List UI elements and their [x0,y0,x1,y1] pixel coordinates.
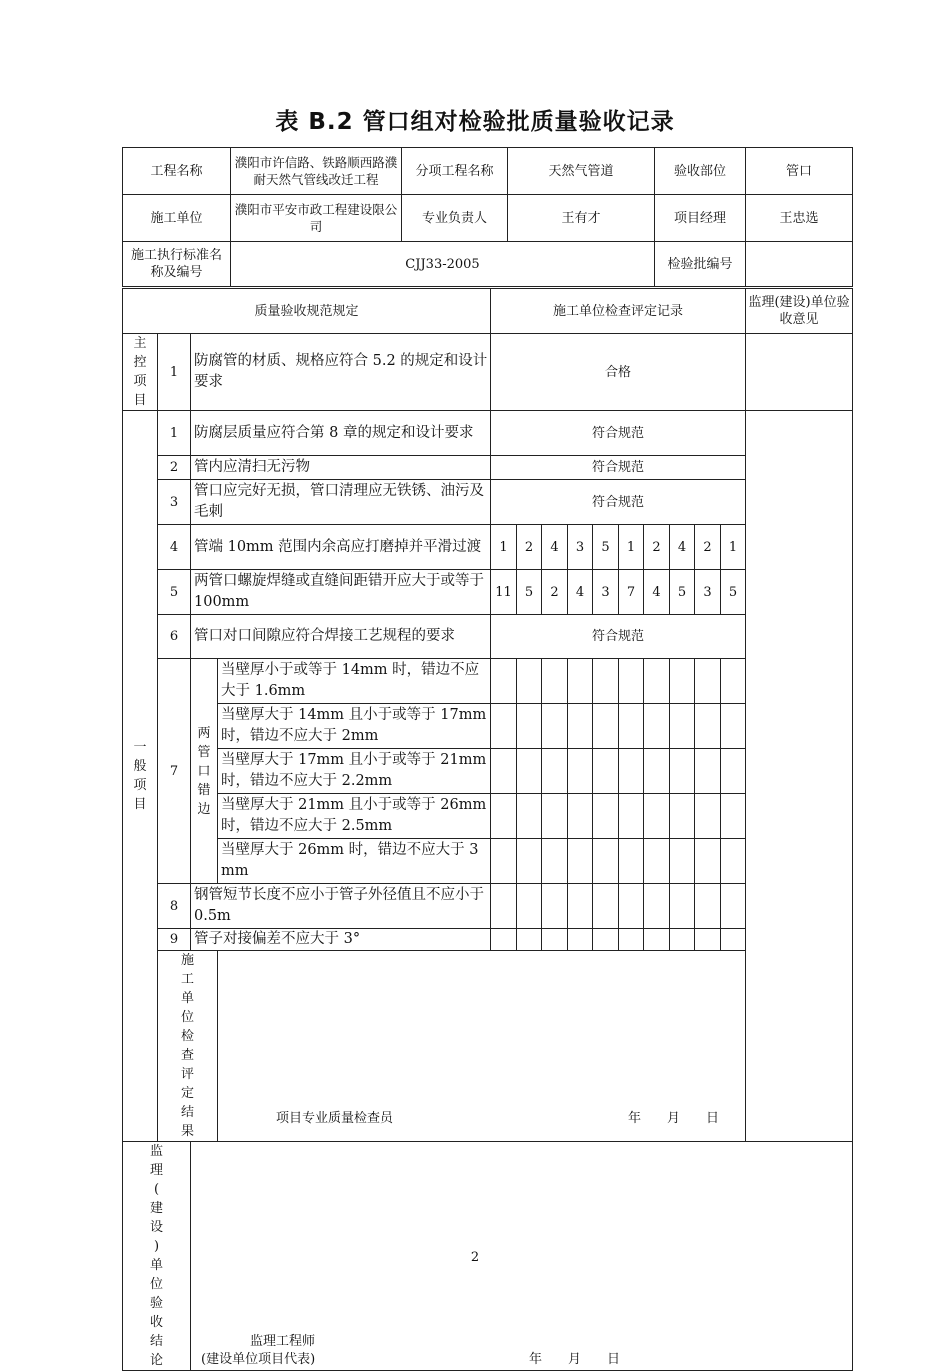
value-cell: 4 [568,570,593,615]
value-cell: 4 [542,525,568,570]
col-header-record: 施工单位检查评定记录 [491,289,746,334]
header-table [122,147,853,287]
standard-label: 施工执行标准名称及编号 [123,242,231,287]
item-text: 防腐管的材质、规格应符合 5.2 的规定和设计要求 [191,334,491,411]
approval-date: 年 月 日 [529,1352,621,1367]
contractor-label: 施工单位 [123,195,231,242]
item-result: 符合规范 [491,615,746,659]
item-text: 管口对口间隙应符合焊接工艺规程的要求 [191,615,491,659]
subproject-label: 分项工程名称 [402,148,508,195]
value-cell: 3 [695,570,721,615]
value-cell: 4 [644,570,670,615]
item-text: 两管口螺旋焊缝或直缝间距错开应大于或等于 100mm [191,570,491,615]
item-no: 5 [158,570,191,615]
sub-item-text: 当壁厚大于 26mm 时，错边不应大于 3mm [218,839,491,884]
item-no: 2 [158,456,191,480]
batch-label: 检验批编号 [655,242,746,287]
general-label: 一 般 项 目 [123,411,158,1142]
contractor-result-label-text: 施 工 单 位 检 查 评 定 结 果 [180,953,194,1139]
value-cell: 5 [593,525,619,570]
item-no: 4 [158,525,191,570]
item-text: 管口应完好无损，管口清理应无铁锈、油污及毛刺 [191,480,491,525]
value-cell: 3 [568,525,593,570]
value-cell: 2 [644,525,670,570]
project-name-label: 工程名称 [123,148,231,195]
item-no: 1 [158,334,191,411]
value-cell: 1 [491,525,517,570]
item-result: 合格 [491,334,746,411]
value-cell: 4 [670,525,695,570]
value-cell: 3 [593,570,619,615]
contractor-result-cell [218,951,853,1142]
contractor-value: 濮阳市平安市政工程建设限公司 [231,195,402,242]
part-value: 管口 [746,148,853,195]
value-cell: 2 [695,525,721,570]
item-text: 钢管短节长度不应小于管子外径值且不应小于 0.5m [191,884,491,929]
item-result: 符合规范 [491,456,746,480]
supervisor-result-label-text: 监 理 ( 建 设 ) 单 位 验 收 结 论 [149,1144,163,1368]
item-text: 管子对接偏差不应大于 3° [191,929,491,951]
item-text: 管内应清扫无污物 [191,456,491,480]
supervisor-cell-main [746,334,853,411]
part-label: 验收部位 [655,148,746,195]
value-cell: 1 [721,525,746,570]
value-cell: 11 [491,570,517,615]
inspector-label: 项目专业质量检查员 [276,1111,394,1126]
value-cell: 2 [517,525,542,570]
subproject-value: 天然气管道 [508,148,655,195]
value-cell: 5 [670,570,695,615]
value-cell: 1 [619,525,644,570]
sub-item-text: 当壁厚大于 21mm 且小于或等于 26mm 时，错边不应大于 2.5mm [218,794,491,839]
main-control-label: 主 控 项 目 [123,334,158,411]
value-cell: 5 [721,570,746,615]
lead-label: 专业负责人 [402,195,508,242]
item-no: 7 [158,659,191,884]
sub-item-text: 当壁厚大于 14mm 且小于或等于 17mm 时，错边不应大于 2mm [218,704,491,749]
page-number: 2 [470,1250,480,1265]
pm-value: 王忠选 [746,195,853,242]
item-no: 8 [158,884,191,929]
item-text: 管端 10mm 范围内余高应打磨掉并平滑过渡 [191,525,491,570]
inspection-table [122,288,853,1371]
item-result: 符合规范 [491,480,746,525]
item-no: 1 [158,411,191,456]
misalignment-label: 两 管 口 错 边 [191,659,218,884]
item-no: 6 [158,615,191,659]
inspection-date: 年 月 日 [628,1111,720,1126]
item-no: 9 [158,929,191,951]
page-title: 表 B.2 管口组对检验批质量验收记录 [275,109,675,135]
value-cell: 5 [517,570,542,615]
item-no: 3 [158,480,191,525]
item-text: 防腐层质量应符合第 8 章的规定和设计要求 [191,411,491,456]
value-cell: 7 [619,570,644,615]
sub-item-text: 当壁厚大于 17mm 且小于或等于 21mm 时，错边不应大于 2.2mm [218,749,491,794]
item-result: 符合规范 [491,411,746,456]
batch-value [746,242,853,287]
col-header-spec: 质量验收规范规定 [123,289,491,334]
lead-value: 王有才 [508,195,655,242]
pm-label: 项目经理 [655,195,746,242]
owner-rep-label: (建设单位项目代表) [201,1352,316,1367]
sub-item-text: 当壁厚小于或等于 14mm 时，错边不应大于 1.6mm [218,659,491,704]
standard-value: CJJ33-2005 [231,242,655,287]
value-cell: 2 [542,570,568,615]
engineer-label: 监理工程师 [250,1334,316,1349]
col-header-supervisor: 监理(建设)单位验收意见 [746,289,853,334]
project-name-value: 濮阳市许信路、铁路顺西路濮耐天然气管线改迁工程 [231,148,402,195]
contractor-result-label [158,951,218,1142]
